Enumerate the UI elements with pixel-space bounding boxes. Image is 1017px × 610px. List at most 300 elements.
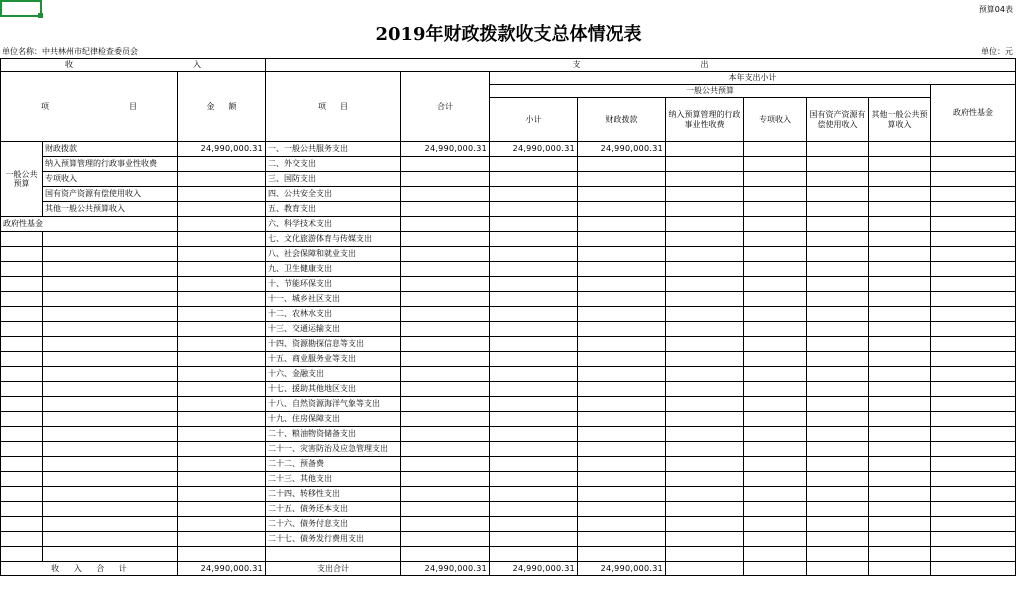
row-fiscal [578,307,666,322]
table-row [1,157,1016,172]
row-subtotal [490,532,578,547]
table-row [1,292,1016,307]
table-cell [807,262,869,277]
expense-item: 十四、资源勘探信息等支出 [266,337,401,352]
expense-item: 二十六、债务付息支出 [266,517,401,532]
table-cell [931,472,1016,487]
income-amount [178,187,266,202]
table-cell [807,142,869,157]
table-cell [666,367,744,382]
table-cell [1,547,43,562]
table-cell [666,247,744,262]
row-subtotal [490,232,578,247]
income-item-header: 项 目 [1,72,178,142]
table-cell [1,412,43,427]
row-fiscal [578,412,666,427]
table-cell [807,337,869,352]
expense-item: 十、节能环保支出 [266,277,401,292]
table-cell [666,307,744,322]
row-total: 24,990,000.31 [401,142,490,157]
special-income-header: 专项收入 [744,98,807,142]
table-cell [1,532,43,547]
table-cell [807,247,869,262]
table-cell [1,487,43,502]
row-subtotal [490,307,578,322]
row-subtotal: 24,990,000.31 [490,142,578,157]
table-cell [1,322,43,337]
table-cell [43,427,178,442]
table-cell [666,157,744,172]
income-amount [178,457,266,472]
table-cell [1,292,43,307]
table-cell [666,262,744,277]
expense-item: 六、科学技术支出 [266,217,401,232]
row-subtotal [490,217,578,232]
income-amount [178,532,266,547]
row-fiscal [578,502,666,517]
table-cell [666,322,744,337]
table-cell [666,472,744,487]
row-total [401,202,490,217]
table-cell [43,442,178,457]
table-cell [1,247,43,262]
table-cell [807,232,869,247]
income-amount [178,157,266,172]
income-amount [178,412,266,427]
row-total [401,442,490,457]
row-fiscal [578,232,666,247]
table-cell [744,292,807,307]
row-fiscal [578,367,666,382]
table-cell [43,412,178,427]
row-fiscal [578,337,666,352]
table-cell [1,427,43,442]
table-row [1,352,1016,367]
table-row [1,337,1016,352]
row-fiscal [578,487,666,502]
table-cell [666,142,744,157]
row-total [401,292,490,307]
expense-total-label: 支出合计 [266,562,401,576]
row-subtotal [490,502,578,517]
expense-item: 十六、金融支出 [266,367,401,382]
expense-subtotal-value: 24,990,000.31 [490,562,578,576]
expense-item: 三、国防支出 [266,172,401,187]
row-subtotal [490,322,578,337]
table-cell [869,187,931,202]
row-total [401,517,490,532]
table-cell [931,172,1016,187]
row-fiscal [578,277,666,292]
expense-item [266,547,401,562]
expense-item: 二十三、其他支出 [266,472,401,487]
table-cell [744,442,807,457]
row-subtotal [490,427,578,442]
table-cell [931,217,1016,232]
table-row [1,277,1016,292]
table-cell [869,142,931,157]
income-amount [178,262,266,277]
table-cell [807,322,869,337]
table-cell [869,277,931,292]
table-cell [666,382,744,397]
table-cell [931,412,1016,427]
row-total [401,277,490,292]
table-cell [666,532,744,547]
row-total [401,397,490,412]
table-cell [744,172,807,187]
table-cell [931,202,1016,217]
table-cell [666,547,744,562]
table-cell [666,487,744,502]
income-header: 收 入 [1,59,266,72]
row-subtotal [490,172,578,187]
table-cell [931,382,1016,397]
table-cell [931,442,1016,457]
table-cell [744,427,807,442]
table-cell [869,337,931,352]
other-general-header: 其他一般公共预算收入 [869,98,931,142]
table-cell [931,502,1016,517]
table-cell [869,157,931,172]
table-cell [666,337,744,352]
table-row [1,172,1016,187]
row-total [401,547,490,562]
table-cell [744,502,807,517]
table-cell [666,187,744,202]
row-total [401,367,490,382]
table-cell [807,502,869,517]
table-cell [869,367,931,382]
table-cell [744,337,807,352]
table-cell [666,427,744,442]
income-item: 专项收入 [43,172,178,187]
table-row [1,502,1016,517]
page-title: 2019年财政拨款收支总体情况表 [375,24,642,45]
row-total [401,427,490,442]
expense-item: 十一、城乡社区支出 [266,292,401,307]
table-cell [869,562,931,576]
row-total [401,412,490,427]
row-subtotal [490,547,578,562]
table-cell [744,472,807,487]
unit-name: 单位名称：中共林州市纪律检查委员会 [2,47,138,56]
table-row [1,397,1016,412]
expense-item: 十八、自然资源海洋气象等支出 [266,397,401,412]
year-subtotal-header: 本年支出小计 [490,72,1016,85]
table-cell [869,487,931,502]
income-amount [178,472,266,487]
row-total [401,322,490,337]
table-cell [931,292,1016,307]
row-subtotal [490,487,578,502]
row-total [401,532,490,547]
income-amount [178,442,266,457]
row-subtotal [490,472,578,487]
table-cell [744,247,807,262]
table-cell [869,202,931,217]
row-subtotal [490,262,578,277]
table-cell [931,532,1016,547]
table-cell [744,382,807,397]
budget-table [0,58,1016,576]
table-row [1,517,1016,532]
table-row [1,487,1016,502]
table-cell [744,277,807,292]
row-fiscal [578,172,666,187]
table-cell [666,517,744,532]
table-cell [43,532,178,547]
table-cell [1,472,43,487]
table-row [1,202,1016,217]
expense-fiscal-value: 24,990,000.31 [578,562,666,576]
table-cell [869,427,931,442]
table-cell [43,277,178,292]
table-cell [807,367,869,382]
table-cell [931,457,1016,472]
table-cell [1,382,43,397]
subtotal-header: 小计 [490,98,578,142]
table-cell [666,412,744,427]
table-cell [931,517,1016,532]
row-total [401,232,490,247]
table-cell [43,367,178,382]
income-amount [178,367,266,382]
expense-item: 十三、交通运输支出 [266,322,401,337]
table-row [1,367,1016,382]
table-cell [744,412,807,427]
table-cell [744,397,807,412]
income-amount [178,547,266,562]
table-cell [807,352,869,367]
table-cell [869,352,931,367]
table-cell [666,352,744,367]
income-item: 纳入预算管理的行政事业性收费 [43,157,178,172]
table-cell [807,217,869,232]
income-amount [178,202,266,217]
table-cell [666,442,744,457]
table-cell [744,142,807,157]
row-subtotal [490,202,578,217]
table-row [1,307,1016,322]
table-cell [43,472,178,487]
table-cell [1,277,43,292]
table-cell [43,397,178,412]
row-fiscal [578,442,666,457]
row-total [401,187,490,202]
row-fiscal: 24,990,000.31 [578,142,666,157]
table-cell [807,172,869,187]
table-cell [666,202,744,217]
table-cell [807,277,869,292]
table-cell [744,307,807,322]
row-total [401,472,490,487]
table-cell [744,547,807,562]
row-subtotal [490,397,578,412]
table-cell [869,517,931,532]
table-cell [931,367,1016,382]
table-cell [931,397,1016,412]
row-total [401,382,490,397]
row-subtotal [490,457,578,472]
table-cell [869,232,931,247]
table-cell [666,232,744,247]
table-cell [931,157,1016,172]
table-cell [869,262,931,277]
table-cell [43,232,178,247]
row-total [401,172,490,187]
table-cell [43,502,178,517]
table-cell [744,487,807,502]
state-assets-header: 国有资产资源有偿使用收入 [807,98,869,142]
table-cell [744,262,807,277]
table-cell [744,457,807,472]
table-cell [43,247,178,262]
income-amount [178,487,266,502]
table-cell [744,562,807,576]
table-cell [43,382,178,397]
table-cell [744,517,807,532]
row-subtotal [490,187,578,202]
table-cell [807,397,869,412]
expense-item: 二十七、债务发行费用支出 [266,532,401,547]
table-cell [744,217,807,232]
row-total [401,487,490,502]
table-cell [807,487,869,502]
row-fiscal [578,472,666,487]
table-cell [43,547,178,562]
row-subtotal [490,367,578,382]
expense-header: 支 出 [266,59,1016,72]
table-row [1,427,1016,442]
income-amount [178,352,266,367]
table-cell [43,292,178,307]
table-cell [744,232,807,247]
table-cell [931,562,1016,576]
row-subtotal [490,352,578,367]
managed-fees-header: 纳入预算管理的行政事业性收费 [666,98,744,142]
expense-item: 十九、住房保障支出 [266,412,401,427]
row-fiscal [578,547,666,562]
income-amount: 24,990,000.31 [178,142,266,157]
expense-item: 二十五、债务还本支出 [266,502,401,517]
table-cell [43,352,178,367]
row-fiscal [578,292,666,307]
table-cell [1,502,43,517]
table-cell [744,187,807,202]
income-amount [178,397,266,412]
gov-fund-income-label: 政府性基金 [1,217,178,232]
table-cell [43,307,178,322]
sheet-number: 预算04表 [978,5,1013,14]
table-cell [666,457,744,472]
row-fiscal [578,457,666,472]
table-cell [744,322,807,337]
row-subtotal [490,442,578,457]
table-cell [666,277,744,292]
table-cell [807,457,869,472]
table-row [1,382,1016,397]
income-amount [178,277,266,292]
row-fiscal [578,397,666,412]
table-cell [807,562,869,576]
row-total [401,352,490,367]
table-cell [744,352,807,367]
income-total-label: 收 入 合 计 [1,562,178,576]
table-cell [744,367,807,382]
table-cell [931,277,1016,292]
table-cell [931,337,1016,352]
table-cell [43,337,178,352]
row-total [401,337,490,352]
income-amount [178,247,266,262]
income-total-value: 24,990,000.31 [178,562,266,576]
table-cell [869,247,931,262]
table-row [1,532,1016,547]
table-cell [869,397,931,412]
income-amount [178,307,266,322]
table-cell [807,547,869,562]
table-cell [869,457,931,472]
row-fiscal [578,247,666,262]
table-cell [931,262,1016,277]
income-amount [178,292,266,307]
row-subtotal [490,517,578,532]
income-amount-header: 金 额 [178,72,266,142]
table-cell [43,262,178,277]
table-cell [807,187,869,202]
table-cell [931,352,1016,367]
expense-item: 一、一般公共服务支出 [266,142,401,157]
table-cell [869,217,931,232]
income-amount [178,217,266,232]
table-cell [807,412,869,427]
table-cell [807,157,869,172]
expense-item: 二、外交支出 [266,157,401,172]
row-fiscal [578,517,666,532]
table-cell [869,292,931,307]
expense-item: 十五、商业服务业等支出 [266,352,401,367]
table-cell [1,367,43,382]
row-fiscal [578,532,666,547]
row-total [401,217,490,232]
row-fiscal [578,382,666,397]
table-cell [1,457,43,472]
expense-total-value: 24,990,000.31 [401,562,490,576]
expense-item: 八、社会保障和就业支出 [266,247,401,262]
row-fiscal [578,202,666,217]
row-subtotal [490,157,578,172]
income-amount [178,232,266,247]
table-cell [1,352,43,367]
table-cell [931,232,1016,247]
income-amount [178,382,266,397]
table-cell [1,337,43,352]
table-cell [869,442,931,457]
table-row [1,262,1016,277]
income-amount [178,322,266,337]
row-subtotal [490,277,578,292]
table-row [1,457,1016,472]
table-cell [869,307,931,322]
table-cell [807,532,869,547]
table-cell [666,292,744,307]
table-cell [666,562,744,576]
table-cell [43,322,178,337]
selected-cell-cursor[interactable] [0,0,42,17]
expense-item: 九、卫生健康支出 [266,262,401,277]
table-cell [807,427,869,442]
